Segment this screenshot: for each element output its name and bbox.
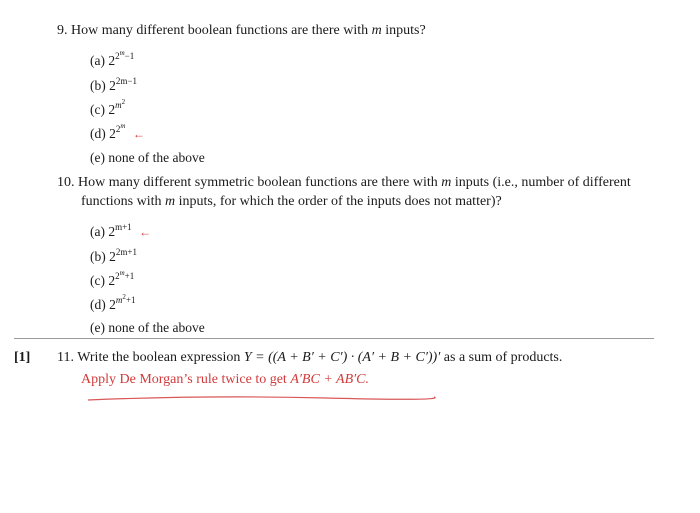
answer-arrow-icon: ← xyxy=(139,225,152,239)
q9-text-after: inputs? xyxy=(385,23,426,38)
q10-option-e: (e) none of the above xyxy=(90,320,205,335)
q11-answer: Apply De Morgan’s rule twice to get A′BC + AB′C. xyxy=(81,372,370,387)
q11-prompt: 11. Write the boolean expression Y = ((A + B′ + C′) · (A′ + B + C′))′ as a sum of products. xyxy=(57,350,563,365)
q9-prompt xyxy=(57,23,426,39)
q10-option-a: (a) $2^{m+1}$ ← xyxy=(90,222,152,239)
q10-prompt-line2: functions with m inputs, for which the order of the inputs does not matter)? xyxy=(81,194,502,209)
q10-option-b: (b) $2^{2m+1}$ xyxy=(90,247,137,264)
q11-points: [1] xyxy=(14,350,31,365)
q10-option-c: (c) $2^{2^m+1}$ xyxy=(90,269,135,288)
q9-option-b: (b) $2^{2m-1}$ xyxy=(90,76,137,93)
q10-number: 10. xyxy=(57,175,75,190)
answer-arrow-icon: ← xyxy=(132,127,145,141)
q9-text-before: How many different boolean functions are there with xyxy=(71,23,369,38)
section-divider xyxy=(14,338,654,339)
q10-prompt-line1: 10. How many different symmetric boolean functions are there with m inputs (i.e., number of different xyxy=(57,175,631,190)
q11-expression: Y = ((A + B′ + C′) · (A′ + B + C′))′ xyxy=(243,350,441,365)
q9-option-e: (e) none of the above xyxy=(90,150,205,165)
q9-option-c: (c) $2^{m^2}$ xyxy=(90,98,126,117)
q9-number: 9. xyxy=(57,23,68,38)
q11-answer-expression: A′BC + AB′C. xyxy=(290,372,370,387)
q10-option-d: (d) $2^{m^2+1}$ xyxy=(90,293,136,312)
q9-option-d: (d) $2^{2^m}$ ← xyxy=(90,122,145,141)
answer-underline xyxy=(86,393,446,405)
q9-option-a: (a) $2^{2^m-1}$ xyxy=(90,49,135,68)
q9-var: m xyxy=(371,23,382,38)
q11-number: 11. xyxy=(57,350,74,365)
